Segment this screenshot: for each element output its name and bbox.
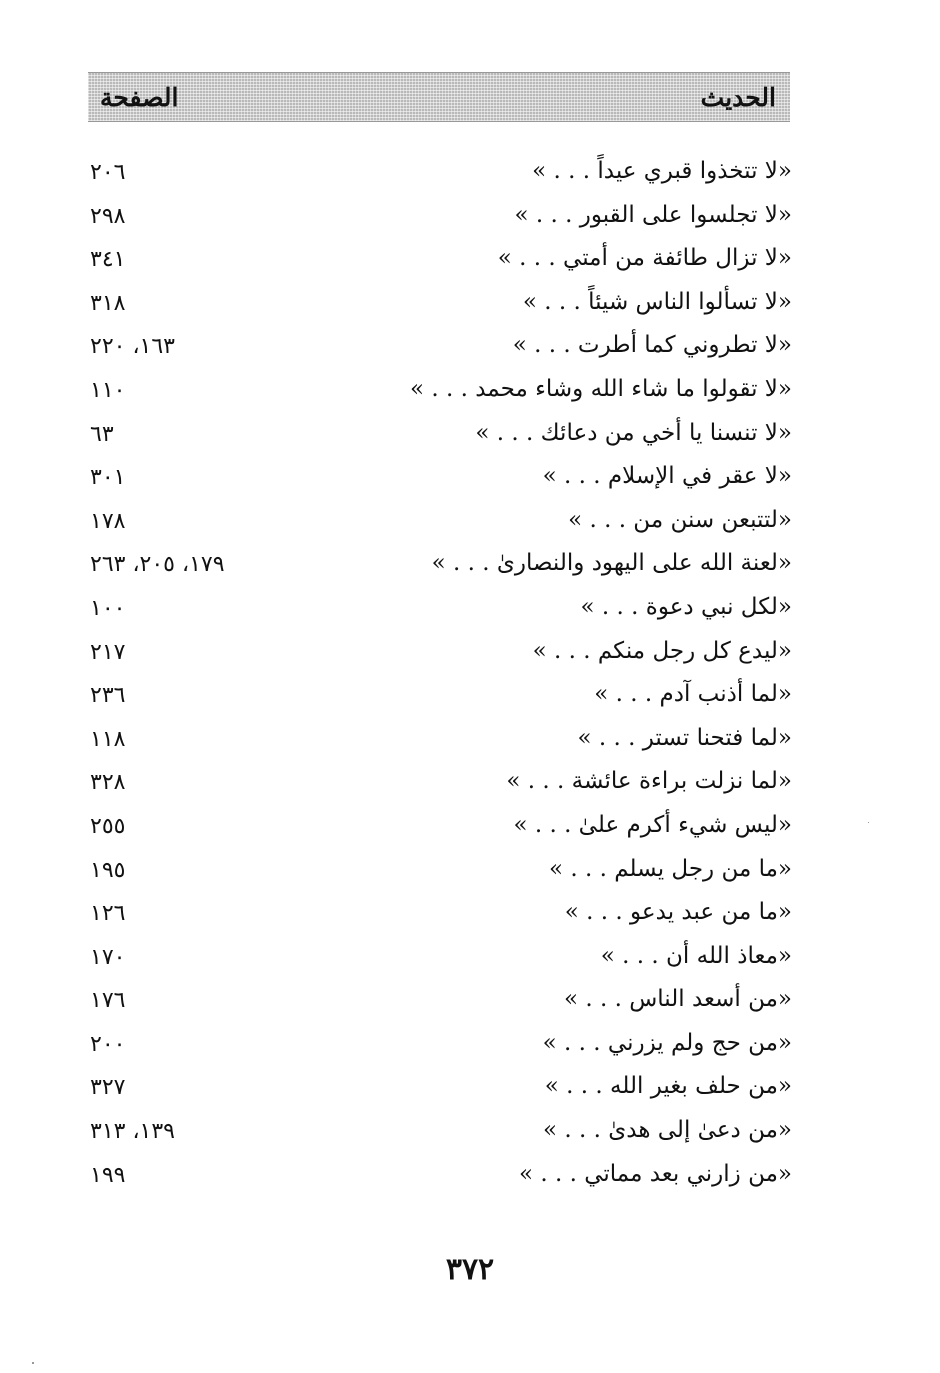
hadith-text: «لا تطروني كما أطرت . . . » [512, 332, 792, 359]
page-reference: ١١٠ [90, 377, 126, 403]
hadith-index-list [0, 158, 940, 1204]
index-row [0, 289, 940, 333]
hadith-text: «ما من رجل يسلم . . . » [549, 855, 792, 882]
page-column-heading: الصفحة [100, 83, 179, 112]
hadith-text: «لا تسألوا الناس شيئاً . . . » [522, 288, 792, 315]
index-row [0, 332, 940, 376]
page-reference: ٣٢٧ [90, 1075, 126, 1101]
hadith-text: «لا تقولوا ما شاء الله وشاء محمد . . . » [409, 375, 792, 402]
index-row [0, 1161, 940, 1205]
hadith-text: «لا تنسنا يا أخي من دعائك . . . » [475, 419, 792, 446]
index-row [0, 376, 940, 420]
page-reference: ٣٤١ [90, 247, 126, 273]
page-reference: ١٩٩ [90, 1162, 126, 1188]
hadith-text: «لما فتحنا تستر . . . » [577, 724, 792, 751]
index-row [0, 638, 940, 682]
hadith-text: «من أسعد الناس . . . » [563, 986, 792, 1013]
page-reference: ٢٥٥ [90, 813, 126, 839]
scan-speck [32, 1362, 34, 1364]
page-reference: ١٧٨ [90, 508, 126, 534]
hadith-text: «لا تتخذوا قبري عيداً . . . » [532, 158, 792, 184]
index-row [0, 202, 940, 246]
index-row [0, 463, 940, 507]
page-reference: ٢٣٦ [90, 683, 126, 709]
index-header-bar [88, 72, 790, 122]
hadith-text: «لعنة الله على اليهود والنصارىٰ . . . » [431, 550, 792, 577]
index-row [0, 812, 940, 856]
hadith-text: «من زارني بعد مماتي . . . » [518, 1160, 792, 1187]
page-reference: ١١٨ [90, 726, 126, 752]
index-row [0, 768, 940, 812]
hadith-text: «لا تزال طائفة من أمتي . . . » [497, 245, 792, 272]
page-reference: ١٧٠ [90, 944, 126, 970]
index-row [0, 594, 940, 638]
hadith-text: «ما من عبد يدعو . . . » [564, 899, 792, 926]
page-reference: ٢١٧ [90, 639, 126, 665]
page-reference: ٣٠١ [90, 465, 126, 491]
index-row [0, 899, 940, 943]
page-reference: ٢٠٦ [90, 160, 126, 185]
page-reference: ١٢٦ [90, 901, 126, 927]
index-row [0, 507, 940, 551]
page-reference: ٢٩٨ [90, 203, 126, 229]
hadith-text: «ليس شيء أكرم علىٰ . . . » [513, 811, 792, 838]
index-row [0, 1073, 940, 1117]
hadith-text: «معاذ الله أن . . . » [600, 942, 792, 969]
index-row [0, 420, 940, 464]
hadith-text: «لما نزلت براءة عائشة . . . » [506, 768, 792, 795]
page-reference: ١٣٩، ٣١٣ [90, 1119, 175, 1145]
hadith-text: «لما أذنب آدم . . . » [594, 681, 792, 708]
page-reference: ٣٢٨ [90, 770, 126, 796]
page-reference: ٢٠٠ [90, 1031, 126, 1057]
index-row [0, 856, 940, 900]
hadith-text: «لا عقر في الإسلام . . . » [542, 463, 792, 490]
hadith-text: «ليدع كل رجل منكم . . . » [532, 637, 792, 664]
index-row [0, 1117, 940, 1161]
page-reference: ٦٣ [90, 421, 114, 447]
hadith-text: «لكل نبي دعوة . . . » [580, 593, 792, 620]
page-number: ٣٧٢ [445, 1252, 495, 1287]
page-reference: ١٠٠ [90, 595, 126, 621]
scan-speck [868, 822, 869, 823]
index-row [0, 158, 940, 202]
index-row [0, 550, 940, 594]
page-reference: ١٦٣، ٢٢٠ [90, 334, 175, 360]
page-reference: ١٧٩، ٢٠٥، ٢٦٣ [90, 552, 225, 578]
page-reference: ٣١٨ [90, 290, 126, 316]
index-row [0, 943, 940, 987]
index-row [0, 1030, 940, 1074]
hadith-text: «من حج ولم يزرني . . . » [542, 1029, 792, 1056]
index-row [0, 986, 940, 1030]
hadith-text: «لا تجلسوا على القبور . . . » [514, 201, 792, 228]
index-row [0, 725, 940, 769]
index-row [0, 245, 940, 289]
page-reference: ١٩٥ [90, 857, 126, 883]
hadith-column-heading: الحديث [700, 83, 776, 112]
index-row [0, 681, 940, 725]
hadith-text: «لتتبعن سنن من . . . » [568, 506, 792, 533]
hadith-text: «من دعىٰ إلى هدىٰ . . . » [543, 1117, 792, 1144]
hadith-text: «من حلف بغير الله . . . » [544, 1073, 792, 1100]
page-reference: ١٧٦ [90, 988, 126, 1014]
